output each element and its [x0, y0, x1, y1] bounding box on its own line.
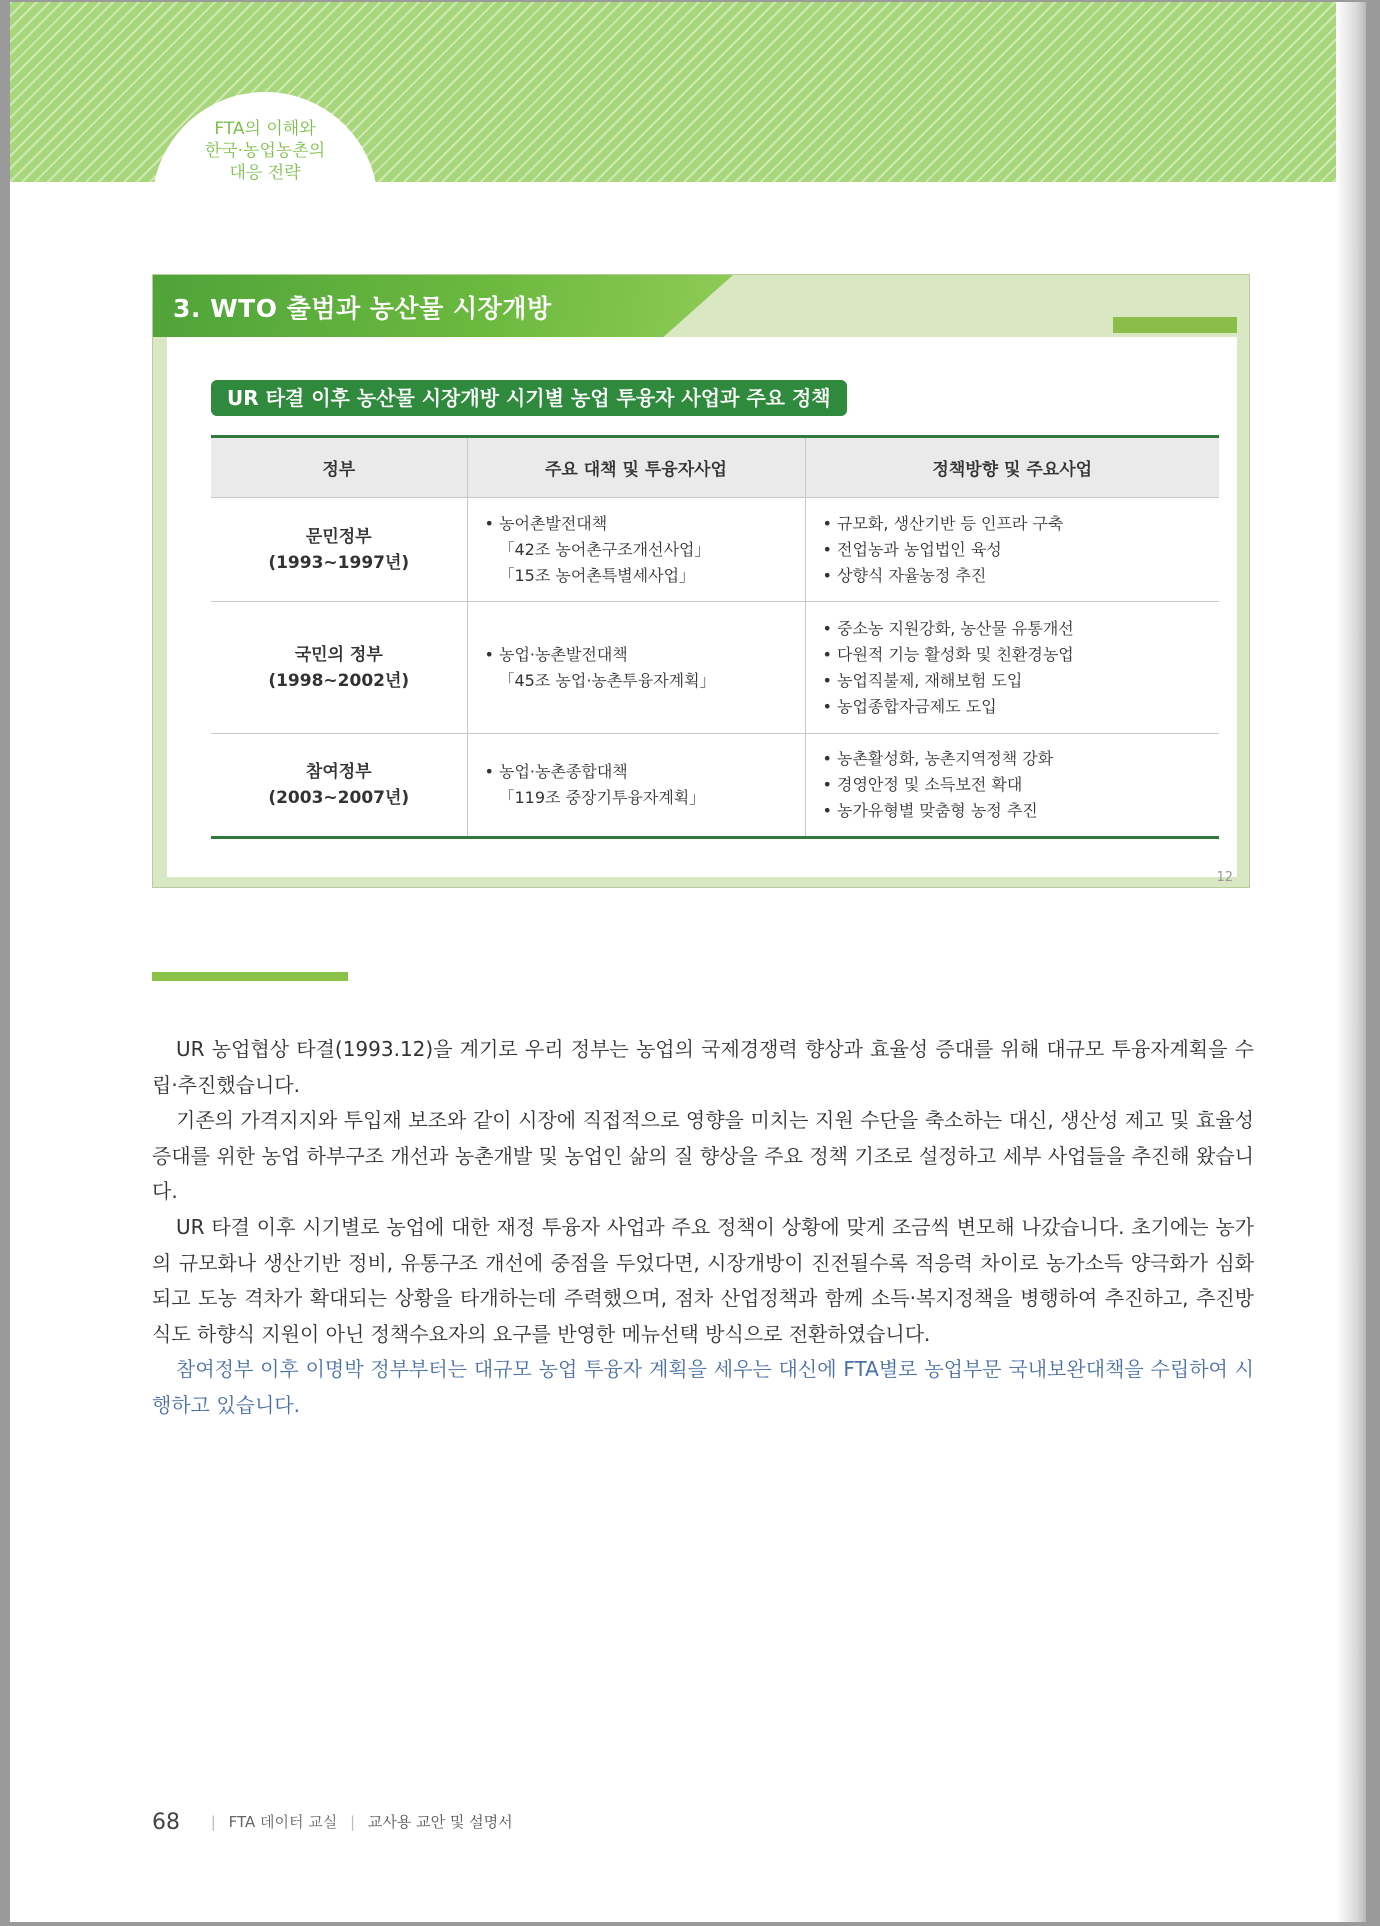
section-accent-bar: [152, 972, 348, 981]
measure-item: • 농업·농촌발전대책: [484, 644, 628, 664]
table-row: [211, 498, 1219, 602]
direction-item: • 농가유형별 맞춤형 농정 추진: [822, 801, 1038, 820]
table-row: [211, 734, 1219, 838]
direction-item: • 중소농 지원강화, 농산물 유통개선: [822, 618, 1074, 638]
column-header: 정부: [211, 437, 467, 498]
direction-item: • 경영안정 및 소득보전 확대: [822, 775, 1023, 794]
chapter-tab-line: 대응 전략: [229, 163, 301, 183]
measures-cell: [467, 498, 805, 602]
direction-item: • 규모화, 생산기반 등 인프라 구축: [822, 513, 1064, 533]
slide-content: [167, 337, 1237, 885]
direction-item: • 다원적 기능 활성화 및 친환경농업: [822, 644, 1074, 664]
page-number: 68: [152, 1810, 180, 1835]
direction-item: • 상향식 자율농정 추진: [822, 565, 987, 585]
table-row: [211, 602, 1219, 734]
table-header-row: [211, 437, 1219, 498]
measure-item: 「42조 농어촌구조개선사업」: [498, 539, 711, 559]
measures-cell: [467, 602, 805, 734]
body-paragraph: UR 타결 이후 시기별로 농업에 대한 재정 투융자 사업과 주요 정책이 상황에 맞게 조금씩 변모해 나갔습니다. 초기에는 농가의 규모화나 생산기반 정비, 유통구조 개선에 중점을 두었다면, 시장개방이 진전될수록 적응력 차이로 농가소득 양극화가 심화되고 도농 격차가 확대되는 상황을 타개하는데 주력했으며, 점차 산업정책과 함께 소득·복지정책을 병행하여 추진하고, 추진방식도 하향식 지원이 아닌 정책수요자의 요구를 반영한 메뉴선택 방식으로 전환하였습니다.: [152, 1214, 1254, 1346]
table-title: UR 타결 이후 농산물 시장개방 시기별 농업 투융자 사업과 주요 정책: [211, 380, 847, 416]
measure-item: 「45조 농업·농촌투융자계획」: [498, 670, 716, 690]
government-period: (2003~2007년): [268, 788, 410, 808]
highlight-paragraph: 참여정부 이후 이명박 정부부터는 대규모 농업 투융자 계획을 세우는 대신에 FTA별로 농업부문 국내보완대책을 수립하여 시행하고 있습니다.: [152, 1357, 1254, 1417]
government-name: 참여정부: [305, 762, 372, 782]
chapter-tab-line: FTA의 이해와: [214, 119, 316, 139]
government-cell: [211, 602, 467, 734]
footer-separator: |: [210, 1813, 216, 1831]
slide-title: 3. WTO 출범과 농산물 시장개방: [173, 294, 552, 323]
policy-table: [211, 435, 1219, 839]
document-page: [10, 2, 1366, 1922]
measures-cell: [467, 734, 805, 838]
measure-item: 「119조 중장기투융자계획」: [498, 788, 706, 807]
government-cell: [211, 734, 467, 838]
slide-number: 12: [1216, 870, 1233, 885]
government-period: (1998~2002년): [268, 670, 410, 691]
slide-accent-bar: [1113, 317, 1237, 333]
direction-item: • 농촌활성화, 농촌지역정책 강화: [822, 749, 1054, 768]
government-cell: [211, 498, 467, 602]
book-subtitle: 교사용 교안 및 설명서: [367, 1813, 513, 1831]
page-footer: [152, 1810, 513, 1840]
measure-item: • 농업·농촌종합대책: [484, 762, 628, 781]
government-name: 문민정부: [305, 526, 372, 547]
book-title: FTA 데이터 교실: [228, 1813, 338, 1831]
slide-figure: [152, 274, 1250, 888]
directions-cell: [805, 498, 1219, 602]
direction-item: • 농업직불제, 재해보험 도입: [822, 670, 1023, 690]
direction-item: • 전업농과 농업법인 육성: [822, 539, 1002, 559]
measure-item: • 농어촌발전대책: [484, 513, 608, 533]
body-text: [152, 1032, 1254, 1424]
directions-cell: [805, 602, 1219, 734]
government-period: (1993~1997년): [268, 552, 410, 573]
page-edge-shadow: [1336, 2, 1366, 1922]
footer-separator: |: [350, 1813, 356, 1831]
column-header: 주요 대책 및 투융자사업: [467, 437, 805, 498]
government-name: 국민의 정부: [294, 644, 383, 665]
column-header: 정책방향 및 주요사업: [805, 437, 1219, 498]
chapter-tab-line: 한국·농업농촌의: [204, 141, 326, 161]
measure-item: 「15조 농어촌특별세사업」: [498, 565, 696, 585]
body-paragraph: 기존의 가격지지와 투입재 보조와 같이 시장에 직접적으로 영향을 미치는 지원 수단을 축소하는 대신, 생산성 제고 및 효율성 증대를 위한 농업 하부구조 개선과 농촌개발 및 농업인 삶의 질 향상을 주요 정책 기조로 설정하고 세부 사업들을 추진해 왔습니다.: [152, 1108, 1254, 1204]
body-paragraph: UR 농업협상 타결(1993.12)을 계기로 우리 정부는 농업의 국제경쟁력 향상과 효율성 증대를 위해 대규모 투융자계획을 수립·추진했습니다.: [152, 1037, 1254, 1097]
directions-cell: [805, 734, 1219, 838]
direction-item: • 농업종합자금제도 도입: [822, 696, 997, 716]
